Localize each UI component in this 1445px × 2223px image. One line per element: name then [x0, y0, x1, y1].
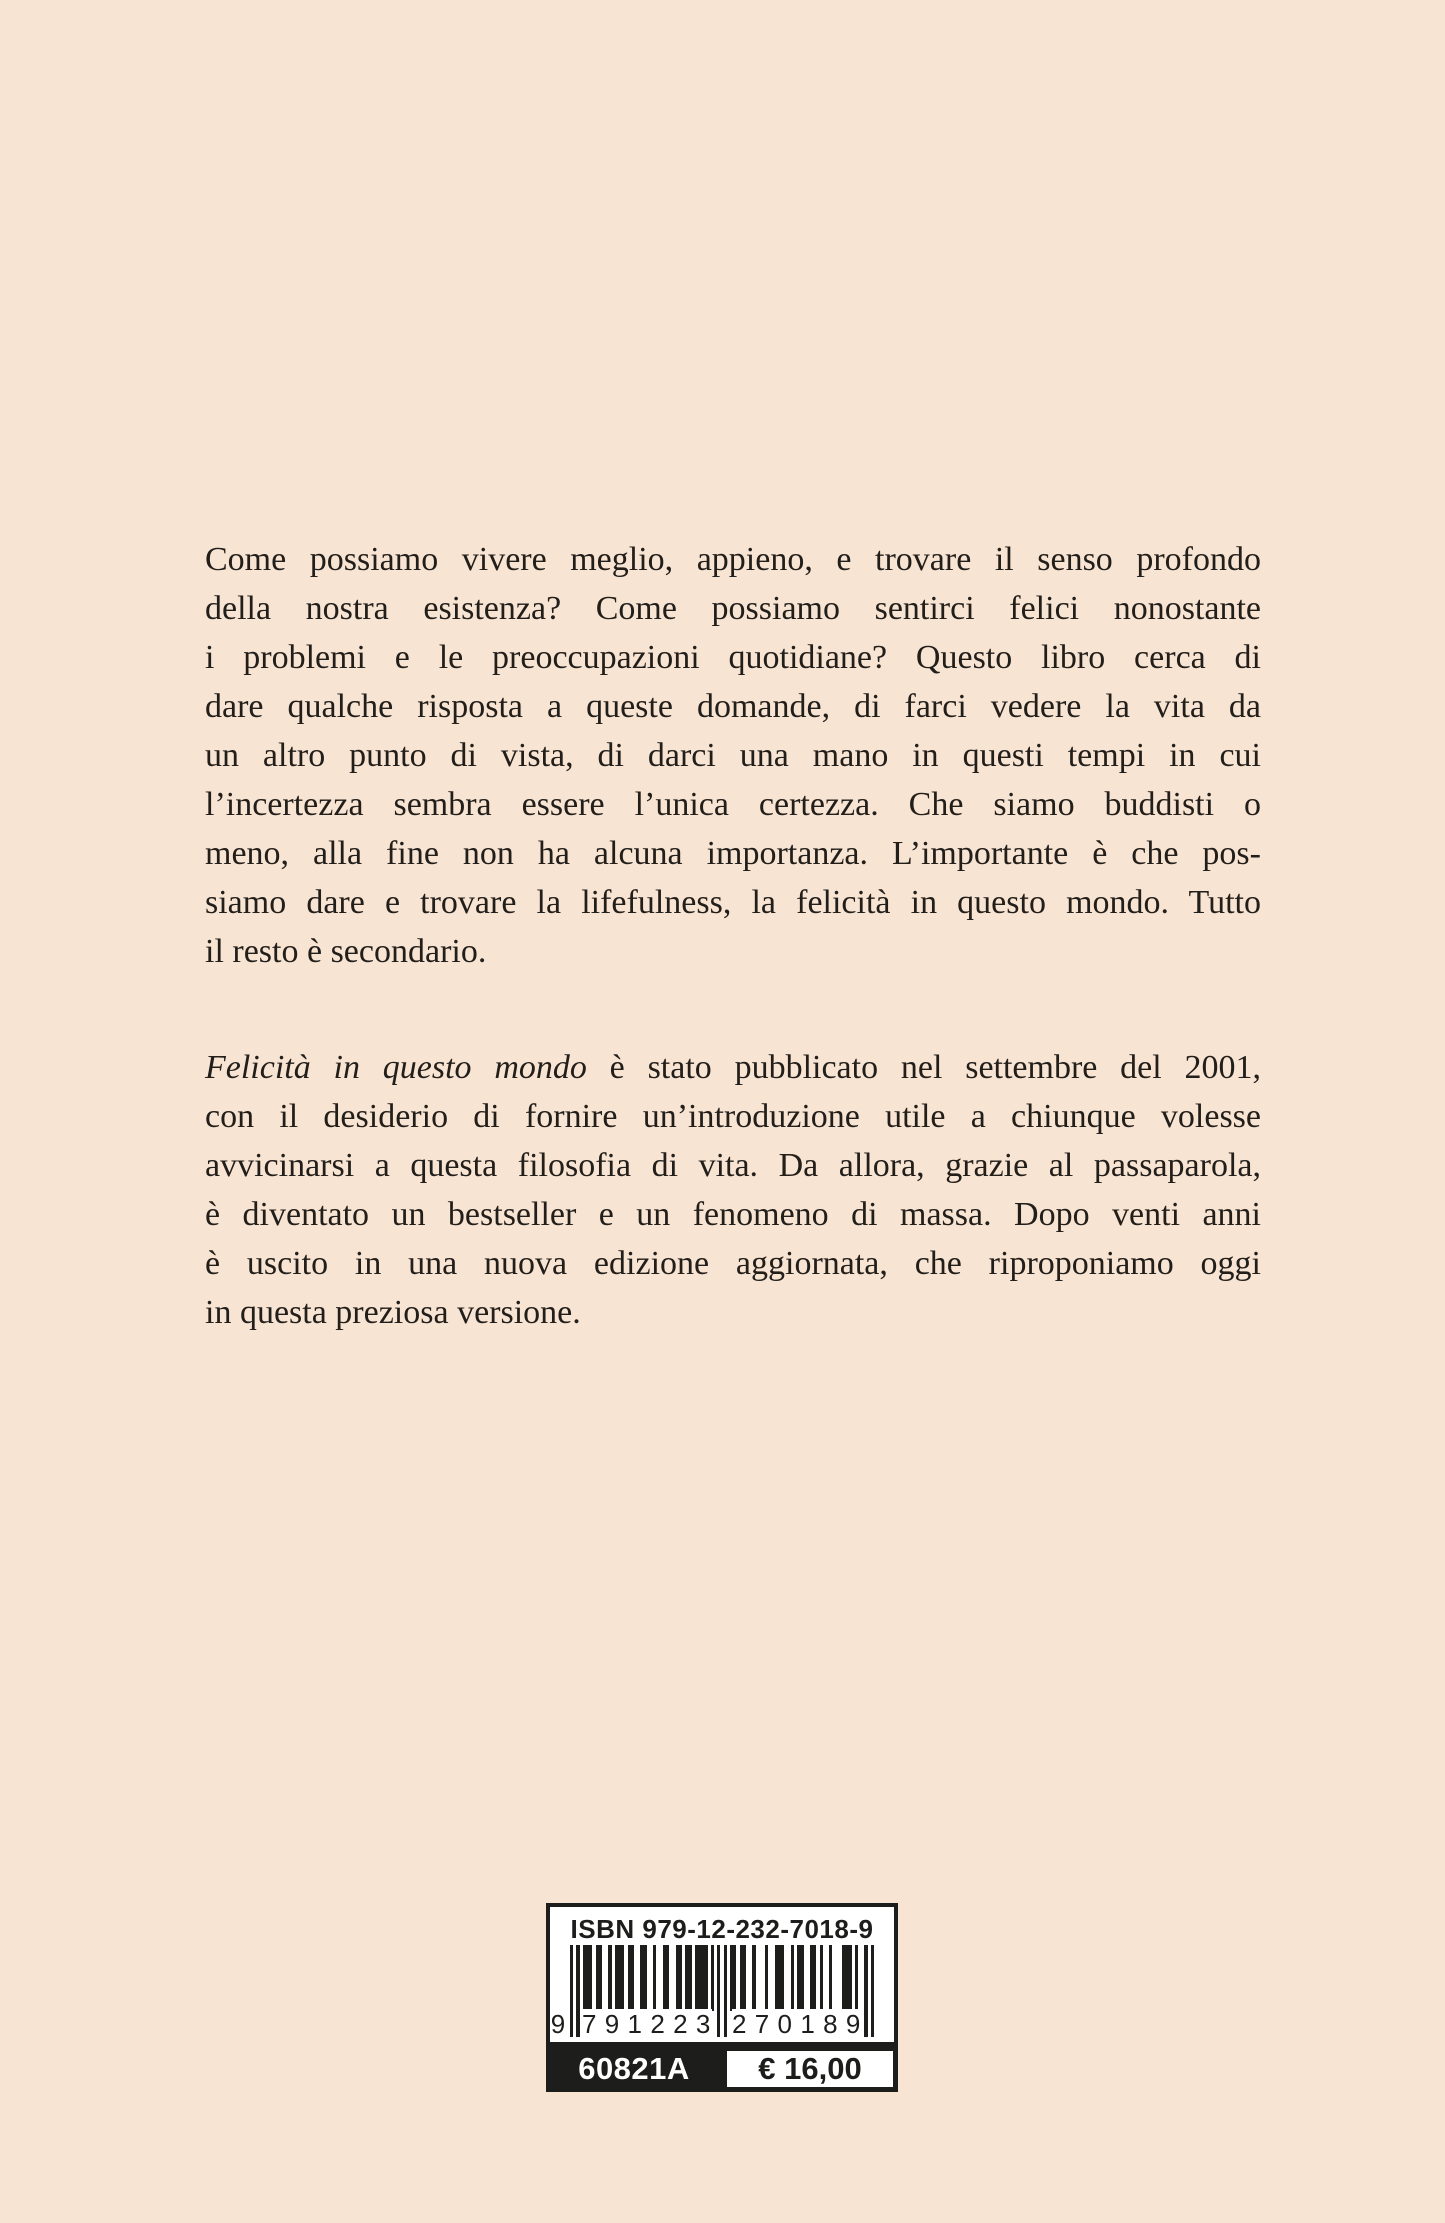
blurb-paragraph-2 [205, 1043, 1261, 1337]
blurb-line: è uscito in una nuova edizione aggiornata, che riproponiamo oggi [205, 1245, 1261, 1282]
isbn-barcode-block [546, 1903, 898, 2092]
isbn-barcode-box [546, 1903, 898, 2046]
blurb-line: in questa preziosa versione. [205, 1294, 581, 1331]
barcode-digits [550, 2009, 874, 2039]
blurb-line: l’incertezza sembra essere l’unica certezza. Che siamo buddisti o [205, 786, 1261, 823]
price-label: € 16,00 [722, 2046, 898, 2092]
blurb-line: avvicinarsi a questa filosofia di vita. Da allora, grazie al passaparola, [205, 1147, 1261, 1184]
barcode-digit-first: 9 [550, 2009, 566, 2039]
barcode-bars [550, 1945, 874, 2039]
blurb-line: meno, alla fine non ha alcuna importanza. L’importante è che pos- [205, 835, 1261, 872]
price-row [546, 2046, 898, 2092]
blurb-line: è diventato un bestseller e un fenomeno di massa. Dopo venti anni [205, 1196, 1261, 1233]
barcode-digit-group-2: 270189 [732, 2009, 869, 2039]
blurb-paragraph-1 [205, 535, 1261, 976]
blurb-line: con il desiderio di fornire un’introduzione utile a chiunque volesse [205, 1098, 1261, 1135]
back-cover-blurb [205, 535, 1261, 1404]
edition-code-badge: 60821A [546, 2046, 722, 2092]
blurb-line: il resto è secondario. [205, 933, 487, 970]
blurb-line-rest: è stato pubblicato nel settembre del 2001, [586, 1049, 1261, 1086]
isbn-number-label: ISBN 979-12-232-7018-9 [570, 1914, 874, 1944]
blurb-line [205, 1043, 1261, 1092]
blurb-line: della nostra esistenza? Come possiamo sentirci felici nonostante [205, 590, 1261, 627]
book-title-italic: Felicità in questo mondo [205, 1049, 587, 1086]
barcode-digit-group-1: 791223 [582, 2009, 719, 2039]
blurb-line: un altro punto di vista, di darci una mano in questi tempi in cui [205, 737, 1261, 774]
blurb-line: siamo dare e trovare la lifefulness, la felicità in questo mondo. Tutto [205, 884, 1261, 921]
blurb-line: i problemi e le preoccupazioni quotidiane? Questo libro cerca di [205, 639, 1261, 676]
blurb-line: Come possiamo vivere meglio, appieno, e trovare il senso profondo [205, 541, 1261, 578]
blurb-line: dare qualche risposta a queste domande, di farci vedere la vita da [205, 688, 1261, 725]
